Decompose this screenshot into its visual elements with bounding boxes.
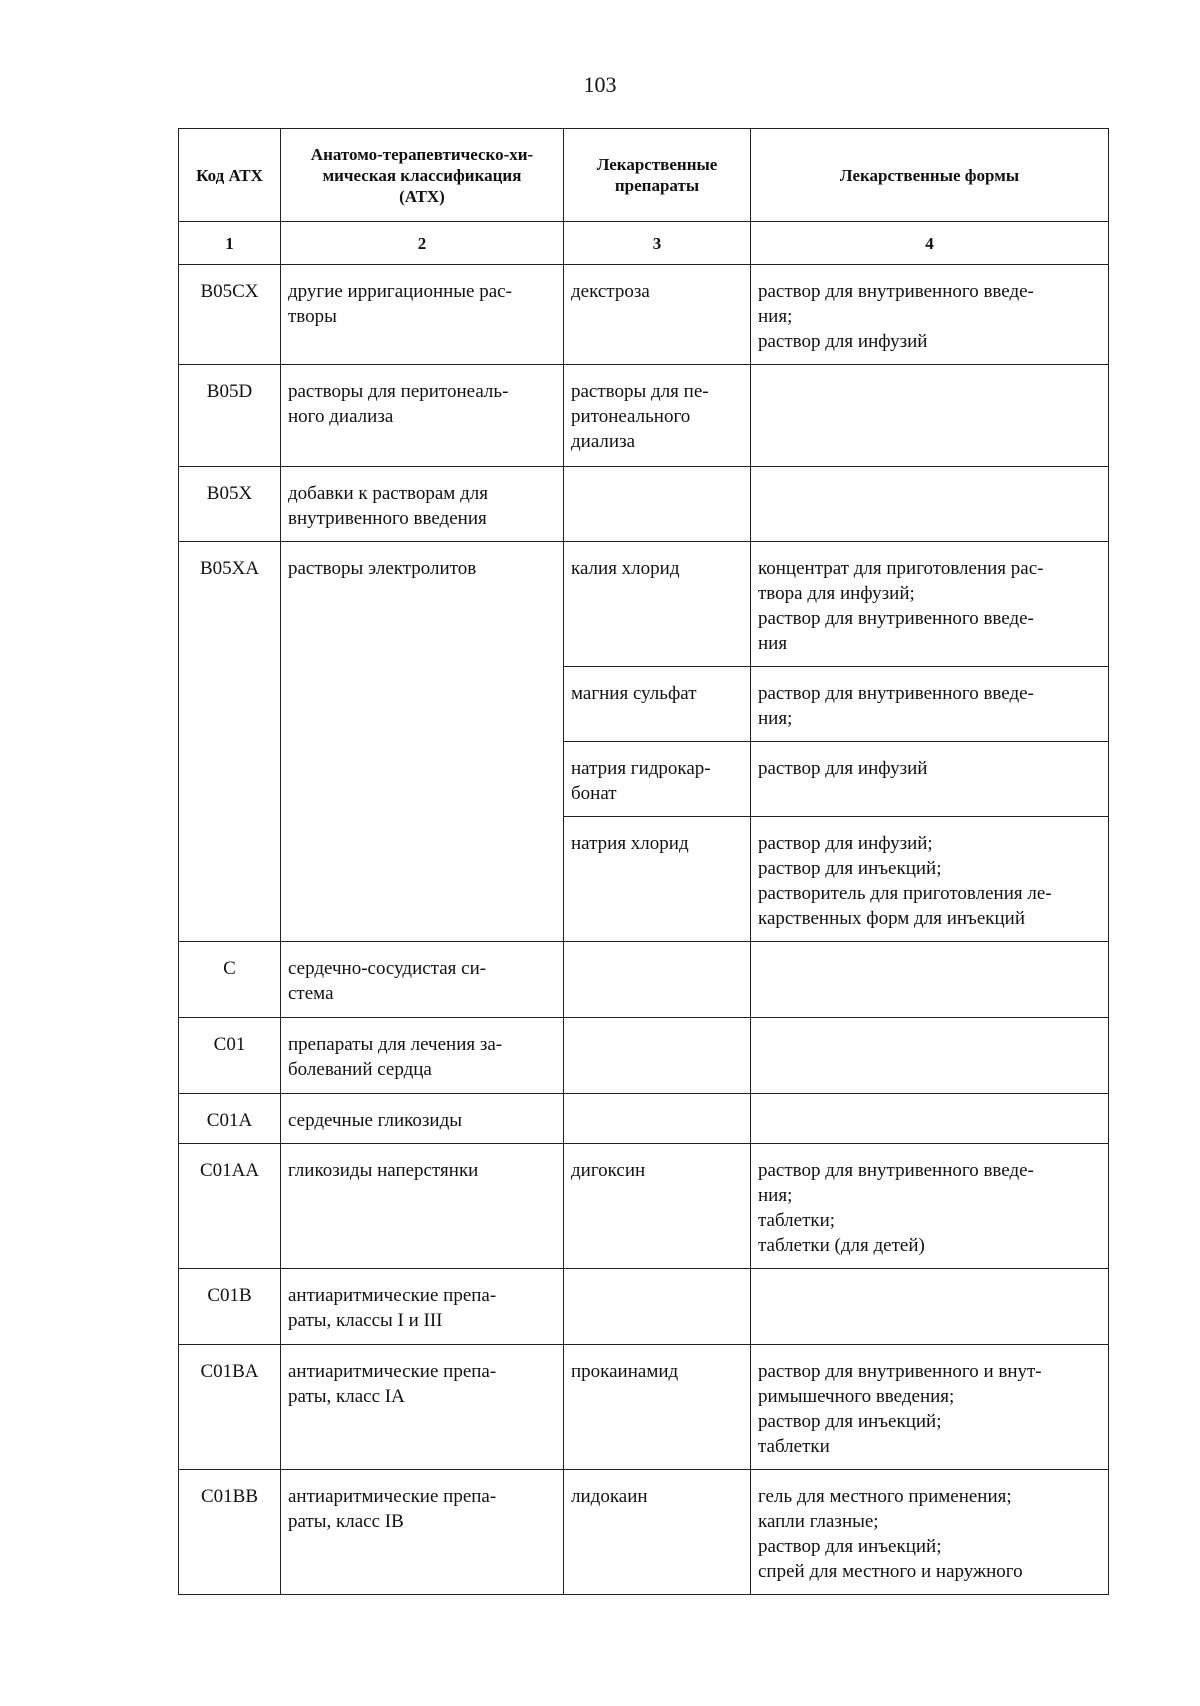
drug-name: натрия хлорид xyxy=(564,817,751,942)
table-row xyxy=(179,1094,1109,1144)
drug-name: прокаинамид xyxy=(564,1345,751,1470)
table-row xyxy=(179,942,1109,1018)
atx-code: C01A xyxy=(179,1094,281,1144)
atx-code: B05X xyxy=(179,467,281,542)
atx-code: C xyxy=(179,942,281,1018)
drug-name xyxy=(564,467,751,542)
table-row xyxy=(179,542,1109,667)
dosage-forms xyxy=(751,365,1109,467)
atx-class: гликозиды наперстянки xyxy=(281,1144,564,1269)
atx-class: добавки к растворам для внутривенного введения xyxy=(281,467,564,542)
atx-class: антиаритмические препа- раты, класс IB xyxy=(281,1470,564,1595)
table-row xyxy=(179,1018,1109,1094)
atx-class: сердечно-сосудистая си- стема xyxy=(281,942,564,1018)
header-dosage-forms: Лекарственные формы xyxy=(751,129,1109,222)
atx-code: C01 xyxy=(179,1018,281,1094)
atx-code: B05D xyxy=(179,365,281,467)
column-number-row xyxy=(179,222,1109,265)
atx-class: препараты для лечения за- болеваний сердца xyxy=(281,1018,564,1094)
atx-class: растворы для перитонеаль- ного диализа xyxy=(281,365,564,467)
dosage-forms: раствор для инфузий; раствор для инъекций; растворитель для приготовления ле- карственных форм для инъекций xyxy=(751,817,1109,942)
table-row xyxy=(179,265,1109,365)
dosage-forms: раствор для инфузий xyxy=(751,742,1109,817)
drug-name: магния сульфат xyxy=(564,667,751,742)
table-row xyxy=(179,365,1109,467)
dosage-forms: раствор для внутривенного введе- ния; раствор для инфузий xyxy=(751,265,1109,365)
drug-name xyxy=(564,1018,751,1094)
column-number: 2 xyxy=(281,222,564,265)
atx-class: растворы электролитов xyxy=(281,542,564,942)
drug-name: калия хлорид xyxy=(564,542,751,667)
dosage-forms: раствор для внутривенного введе- ния; таблетки; таблетки (для детей) xyxy=(751,1144,1109,1269)
drug-name: лидокаин xyxy=(564,1470,751,1595)
header-atx-code: Код АТХ xyxy=(179,129,281,222)
dosage-forms xyxy=(751,1018,1109,1094)
drug-name: дигоксин xyxy=(564,1144,751,1269)
drug-name: растворы для пе- ритонеального диализа xyxy=(564,365,751,467)
header-drugs: Лекарственные препараты xyxy=(564,129,751,222)
column-number: 4 xyxy=(751,222,1109,265)
dosage-forms: гель для местного применения; капли глазные; раствор для инъекций; спрей для местного и наружного xyxy=(751,1470,1109,1595)
drug-name: натрия гидрокар- бонат xyxy=(564,742,751,817)
atx-class: другие ирригационные рас- творы xyxy=(281,265,564,365)
atx-class: сердечные гликозиды xyxy=(281,1094,564,1144)
column-number: 3 xyxy=(564,222,751,265)
atx-code: C01BB xyxy=(179,1470,281,1595)
atx-code: B05CX xyxy=(179,265,281,365)
dosage-forms: концентрат для приготовления рас- твора для инфузий; раствор для внутривенного введе- ния xyxy=(751,542,1109,667)
table-row xyxy=(179,1345,1109,1470)
dosage-forms xyxy=(751,1094,1109,1144)
dosage-forms xyxy=(751,467,1109,542)
column-number: 1 xyxy=(179,222,281,265)
dosage-forms xyxy=(751,942,1109,1018)
atx-class: антиаритмические препа- раты, классы I и III xyxy=(281,1269,564,1345)
drug-name xyxy=(564,942,751,1018)
atx-code: C01AA xyxy=(179,1144,281,1269)
atx-code: B05XA xyxy=(179,542,281,942)
dosage-forms xyxy=(751,1269,1109,1345)
drug-name: декстроза xyxy=(564,265,751,365)
atx-class: антиаритмические препа- раты, класс IA xyxy=(281,1345,564,1470)
table-header-row xyxy=(179,129,1109,222)
atx-code: C01BA xyxy=(179,1345,281,1470)
atx-table xyxy=(178,128,1109,1595)
table-row xyxy=(179,1269,1109,1345)
drug-name xyxy=(564,1269,751,1345)
table-row xyxy=(179,1144,1109,1269)
dosage-forms: раствор для внутривенного введе- ния; xyxy=(751,667,1109,742)
dosage-forms: раствор для внутривенного и внут- римышечного введения; раствор для инъекций; таблетки xyxy=(751,1345,1109,1470)
page-number: 103 xyxy=(583,72,617,97)
header-atx-classification: Анатомо-терапевтическо-хи- мическая классификация (АТХ) xyxy=(281,129,564,222)
table-row xyxy=(179,467,1109,542)
drug-name xyxy=(564,1094,751,1144)
atx-code: C01B xyxy=(179,1269,281,1345)
table-row xyxy=(179,1470,1109,1595)
